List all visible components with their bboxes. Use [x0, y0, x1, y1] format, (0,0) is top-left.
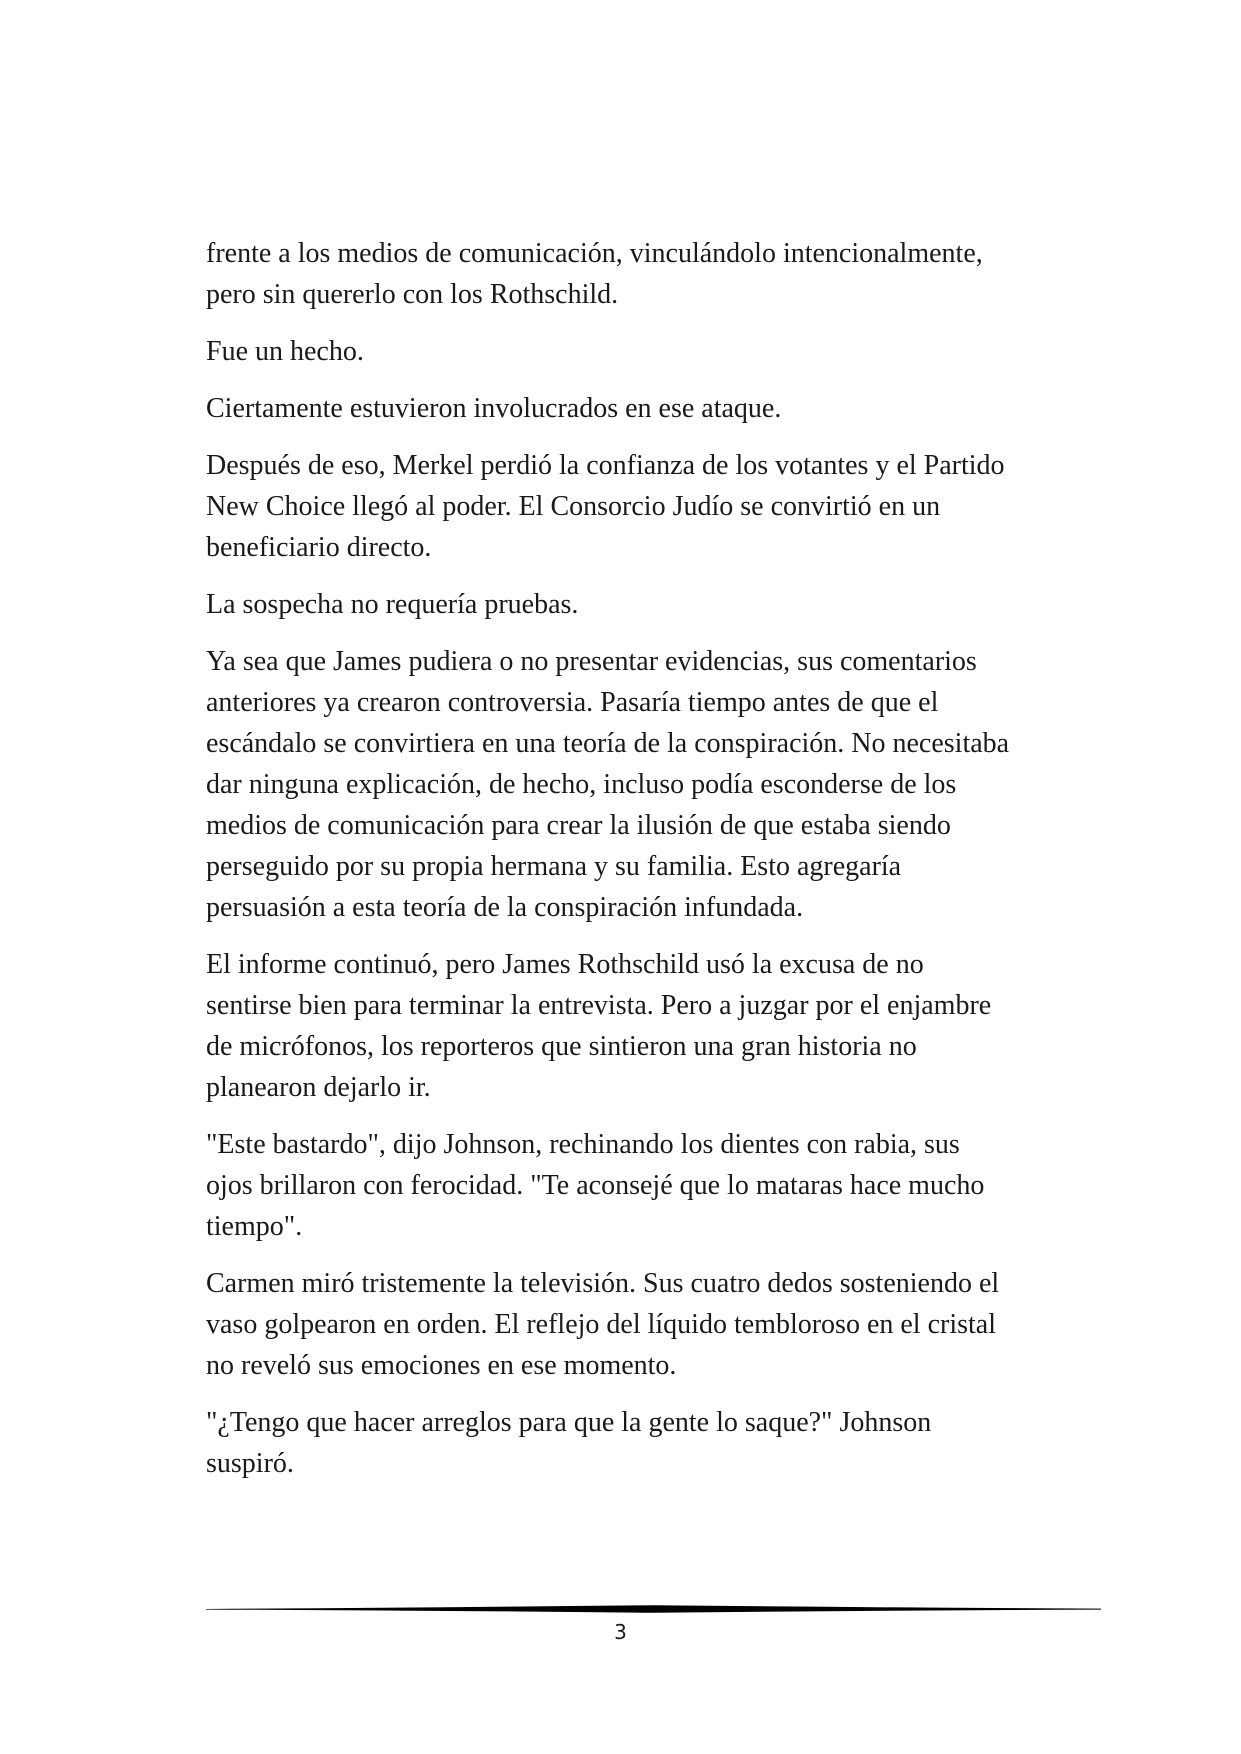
- page-number: 3: [614, 1620, 627, 1644]
- paragraph-6: Ya sea que James pudiera o no presentar evidencias, sus comentarios anteriores ya crearon controversia. Pasaría tiempo antes de que el escándalo se convirtiera en una teoría de la conspiración. No necesitaba dar ninguna explicación, de hecho, incluso podía esconderse de los medios de comunicación para crear la ilusión de que estaba siendo perseguido por su propia hermana y su familia. Esto agregaría persuasión a esta teoría de la conspiración infundada.: [206, 646, 1010, 923]
- paragraph-3: Ciertamente estuvieron involucrados en ese ataque.: [206, 393, 782, 424]
- paragraph-10: "¿Tengo que hacer arreglos para que la gente lo saque?" Johnson suspiró.: [206, 1407, 932, 1479]
- paragraph-1: frente a los medios de comunicación, vinculándolo intencionalmente, pero sin quererlo con los Rothschild.: [206, 238, 983, 310]
- paragraph-4: Después de eso, Merkel perdió la confianza de los votantes y el Partido New Choice llegó al poder. El Consorcio Judío se convirtió en un beneficiario directo.: [206, 450, 1005, 563]
- paragraph-2: Fue un hecho.: [206, 336, 364, 367]
- paragraph-5: La sospecha no requería pruebas.: [206, 589, 579, 620]
- paragraph-9: Carmen miró tristemente la televisión. Sus cuatro dedos sosteniendo el vaso golpearon en orden. El reflejo del líquido tembloroso en el cristal no reveló sus emociones en ese momento.: [206, 1268, 1000, 1381]
- paragraph-8: "Este bastardo", dijo Johnson, rechinando los dientes con rabia, sus ojos brillaron con ferocidad. "Te aconsejé que lo mataras hace mucho tiempo".: [206, 1129, 985, 1242]
- paragraph-7: El informe continuó, pero James Rothschild usó la excusa de no sentirse bien para terminar la entrevista. Pero a juzgar por el enjambre de micrófonos, los reporteros que sintieron una gran historia no planearon dejarlo ir.: [206, 949, 992, 1103]
- body-text: [206, 233, 1086, 1500]
- footer-rule: [206, 1604, 1101, 1614]
